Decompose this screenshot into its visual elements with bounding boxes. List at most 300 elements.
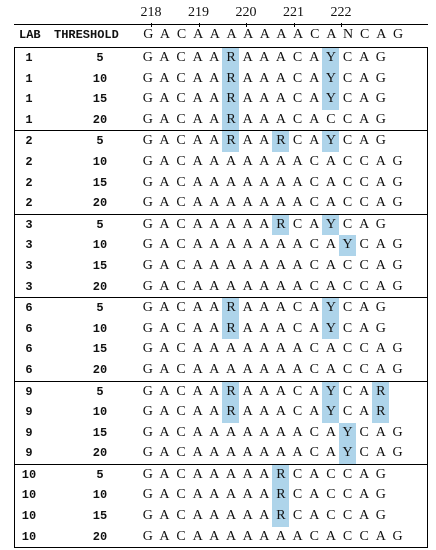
- table-row: [15, 443, 427, 464]
- nucleotide: A: [275, 237, 286, 253]
- nucleotide: A: [259, 111, 270, 127]
- nucleotide: C: [342, 50, 353, 65]
- table-row: [15, 339, 427, 360]
- nucleotide: A: [259, 70, 270, 86]
- nucleotide: G: [142, 70, 153, 86]
- nucleotide: A: [209, 50, 220, 65]
- nucleotide: G: [142, 487, 153, 503]
- nucleotide: C: [342, 133, 353, 149]
- nucleotide: A: [242, 257, 253, 273]
- nucleotide: A: [242, 320, 253, 336]
- nucleotide: A: [242, 195, 253, 211]
- nucleotide: A: [192, 257, 203, 273]
- nucleotide: C: [342, 383, 353, 399]
- nucleotide: G: [142, 278, 153, 294]
- nucleotide: R: [226, 91, 236, 107]
- threshold-cell: 10: [92, 238, 108, 253]
- nucleotide: A: [359, 466, 370, 482]
- nucleotide: C: [176, 320, 186, 336]
- nucleotide: A: [309, 508, 320, 524]
- table-row: [15, 465, 427, 486]
- nucleotide: A: [259, 320, 270, 336]
- nucleotide: A: [209, 216, 220, 232]
- nucleotide: C: [309, 278, 319, 294]
- lab-group: [14, 298, 428, 381]
- nucleotide: A: [292, 341, 303, 357]
- threshold-cell: 15: [92, 509, 108, 524]
- nucleotide: R: [226, 50, 236, 65]
- table-header: [14, 24, 428, 47]
- nucleotide: A: [375, 237, 386, 253]
- nucleotide: C: [292, 300, 303, 316]
- nucleotide: C: [342, 91, 353, 107]
- nucleotide: C: [359, 424, 369, 440]
- nucleotide: A: [242, 528, 253, 544]
- nucleotide: A: [259, 91, 270, 107]
- nucleotide: A: [375, 153, 386, 169]
- nucleotide: A: [325, 195, 336, 211]
- nucleotide: A: [159, 50, 170, 65]
- nucleotide: G: [392, 27, 404, 42]
- threshold-cell: 10: [92, 405, 108, 420]
- nucleotide: A: [276, 27, 287, 42]
- nucleotide: C: [176, 257, 186, 273]
- nucleotide: A: [209, 153, 220, 169]
- nucleotide: G: [392, 153, 403, 169]
- nucleotide: A: [192, 50, 203, 65]
- lab-groups: [14, 47, 428, 548]
- nucleotide: A: [225, 508, 237, 524]
- nucleotide: C: [342, 111, 353, 127]
- threshold-cell: 5: [96, 51, 104, 65]
- nucleotide: A: [325, 361, 336, 377]
- nucleotide: A: [375, 528, 386, 544]
- nucleotide: G: [392, 195, 403, 211]
- nucleotide: G: [142, 174, 153, 190]
- nucleotide: A: [275, 383, 286, 399]
- nucleotide: Y: [325, 70, 336, 86]
- nucleotide: C: [176, 195, 186, 211]
- nucleotide: C: [342, 70, 353, 86]
- nucleotide: C: [176, 487, 186, 503]
- nucleotide: C: [309, 445, 319, 461]
- nucleotide: G: [142, 300, 153, 316]
- lab-cell: 1: [25, 51, 33, 65]
- nucleotide: A: [309, 91, 320, 107]
- nucleotide: A: [259, 153, 270, 169]
- nucleotide: A: [242, 133, 253, 149]
- nucleotide: G: [142, 91, 153, 107]
- nucleotide: R: [226, 404, 236, 420]
- nucleotide: A: [192, 153, 203, 169]
- nucleotide: C: [309, 237, 319, 253]
- nucleotide: G: [375, 508, 386, 524]
- nucleotide: A: [325, 341, 336, 357]
- nucleotide: A: [192, 133, 203, 149]
- nucleotide: A: [209, 70, 220, 86]
- nucleotide: A: [309, 466, 320, 482]
- nucleotide: A: [159, 257, 170, 273]
- position-label: 220: [235, 5, 257, 20]
- nucleotide: A: [225, 278, 237, 294]
- nucleotide: A: [375, 424, 386, 440]
- nucleotide: G: [375, 133, 386, 149]
- nucleotide: A: [209, 341, 220, 357]
- nucleotide: C: [359, 174, 369, 190]
- nucleotide: C: [342, 466, 353, 482]
- nucleotide: A: [292, 445, 303, 461]
- nucleotide: C: [342, 174, 353, 190]
- nucleotide: Y: [325, 383, 336, 399]
- nucleotide: A: [309, 300, 320, 316]
- nucleotide: A: [242, 300, 253, 316]
- nucleotide: A: [259, 195, 270, 211]
- lab-group: [14, 131, 428, 214]
- nucleotide: R: [276, 466, 286, 482]
- nucleotide: A: [209, 257, 220, 273]
- nucleotide: A: [309, 383, 320, 399]
- nucleotide: A: [309, 320, 320, 336]
- nucleotide: C: [176, 70, 186, 86]
- nucleotide: A: [209, 237, 220, 253]
- nucleotide: A: [275, 50, 286, 65]
- threshold-cell: 5: [96, 134, 104, 149]
- nucleotide: A: [209, 300, 220, 316]
- nucleotide: A: [242, 50, 253, 65]
- lab-cell: 1: [25, 112, 33, 127]
- nucleotide: A: [359, 487, 370, 503]
- table-row: [15, 131, 427, 152]
- nucleotide: C: [359, 278, 369, 294]
- nucleotide: A: [359, 404, 370, 420]
- nucleotide: C: [342, 320, 353, 336]
- nucleotide: C: [309, 257, 319, 273]
- nucleotide: A: [242, 466, 253, 482]
- nucleotide: A: [209, 133, 220, 149]
- table-row: [15, 402, 427, 423]
- lab-cell: 3: [25, 279, 33, 294]
- position-label: 222: [330, 5, 352, 20]
- table-row: [15, 506, 427, 527]
- lab-cell: 10: [21, 488, 37, 503]
- table-row: [15, 69, 427, 90]
- nucleotide: A: [159, 320, 170, 336]
- lab-group: [14, 215, 428, 298]
- nucleotide: G: [142, 237, 153, 253]
- nucleotide: Y: [342, 237, 353, 253]
- nucleotide: A: [359, 91, 370, 107]
- nucleotide: A: [209, 466, 220, 482]
- nucleotide: G: [375, 50, 386, 65]
- nucleotide: A: [159, 341, 170, 357]
- nucleotide: A: [309, 487, 320, 503]
- threshold-cell: 20: [92, 529, 108, 544]
- table-row: [15, 485, 427, 506]
- nucleotide: A: [159, 237, 170, 253]
- nucleotide: A: [292, 174, 303, 190]
- nucleotide: A: [375, 195, 386, 211]
- nucleotide: G: [142, 153, 153, 169]
- nucleotide: Y: [325, 50, 336, 65]
- nucleotide: R: [226, 383, 236, 399]
- nucleotide: A: [375, 445, 386, 461]
- threshold-cell: 10: [92, 154, 108, 169]
- nucleotide: A: [292, 257, 303, 273]
- nucleotide: A: [225, 487, 237, 503]
- nucleotide: C: [176, 424, 186, 440]
- lab-cell: 1: [25, 71, 33, 86]
- nucleotide: C: [176, 466, 186, 482]
- nucleotide: A: [226, 27, 237, 42]
- lab-group: [14, 47, 428, 131]
- lab-cell: 2: [25, 134, 33, 149]
- nucleotide: A: [259, 216, 270, 232]
- nucleotide: A: [292, 361, 303, 377]
- nucleotide: A: [275, 174, 286, 190]
- nucleotide: R: [226, 320, 236, 336]
- nucleotide: A: [325, 424, 336, 440]
- nucleotide: A: [225, 424, 237, 440]
- nucleotide: A: [192, 466, 203, 482]
- nucleotide: C: [342, 487, 353, 503]
- nucleotide: C: [359, 341, 369, 357]
- nucleotide: C: [292, 466, 303, 482]
- nucleotide: G: [142, 111, 153, 127]
- nucleotide: A: [375, 361, 386, 377]
- nucleotide: A: [159, 70, 170, 86]
- nucleotide: A: [192, 111, 203, 127]
- nucleotide: A: [192, 216, 203, 232]
- nucleotide: C: [176, 237, 186, 253]
- nucleotide: A: [209, 111, 220, 127]
- threshold-cell: 20: [92, 112, 108, 127]
- nucleotide: A: [359, 133, 370, 149]
- nucleotide: C: [176, 91, 186, 107]
- nucleotide: A: [209, 91, 220, 107]
- threshold-column-header: THRESHOLD: [54, 28, 119, 42]
- nucleotide: A: [225, 257, 237, 273]
- nucleotide: A: [275, 195, 286, 211]
- table-row: [15, 298, 427, 319]
- nucleotide: C: [176, 300, 186, 316]
- nucleotide: C: [326, 111, 336, 127]
- nucleotide: A: [309, 111, 320, 127]
- nucleotide: A: [242, 91, 253, 107]
- nucleotide: A: [192, 300, 203, 316]
- lab-cell: 2: [25, 154, 33, 169]
- nucleotide: Y: [325, 133, 336, 149]
- nucleotide: C: [359, 237, 369, 253]
- nucleotide: C: [342, 300, 353, 316]
- nucleotide: A: [242, 174, 253, 190]
- nucleotide: A: [259, 487, 270, 503]
- nucleotide: A: [309, 50, 320, 65]
- nucleotide: R: [226, 111, 236, 127]
- nucleotide: A: [275, 300, 286, 316]
- lab-cell: 6: [25, 362, 33, 377]
- threshold-cell: 15: [92, 92, 108, 107]
- nucleotide: A: [259, 27, 270, 42]
- nucleotide: A: [192, 91, 203, 107]
- nucleotide: C: [176, 445, 186, 461]
- nucleotide: A: [242, 361, 253, 377]
- nucleotide: A: [242, 487, 253, 503]
- nucleotide: C: [292, 70, 303, 86]
- table-row: [15, 235, 427, 256]
- nucleotide: A: [376, 27, 387, 42]
- nucleotide: A: [242, 404, 253, 420]
- nucleotide: A: [242, 70, 253, 86]
- nucleotide: A: [309, 70, 320, 86]
- nucleotide: A: [243, 27, 254, 42]
- nucleotide: A: [292, 195, 303, 211]
- nucleotide: C: [359, 257, 369, 273]
- nucleotide: R: [376, 383, 386, 399]
- nucleotide: C: [176, 404, 186, 420]
- threshold-cell: 20: [92, 196, 108, 211]
- threshold-cell: 15: [92, 425, 108, 440]
- nucleotide: G: [142, 383, 153, 399]
- nucleotide: A: [209, 445, 220, 461]
- nucleotide: A: [259, 383, 270, 399]
- nucleotide: G: [375, 216, 386, 232]
- nucleotide: A: [209, 361, 220, 377]
- nucleotide: C: [309, 174, 319, 190]
- nucleotide: C: [342, 341, 353, 357]
- threshold-cell: 15: [92, 342, 108, 357]
- nucleotide: A: [192, 404, 203, 420]
- nucleotide: A: [193, 27, 204, 42]
- nucleotide: A: [275, 341, 286, 357]
- nucleotide: G: [375, 91, 386, 107]
- nucleotide: G: [142, 195, 153, 211]
- position-label: 218: [140, 5, 162, 20]
- nucleotide: A: [159, 528, 170, 544]
- nucleotide: A: [325, 237, 336, 253]
- nucleotide: R: [226, 70, 236, 86]
- nucleotide: A: [325, 257, 336, 273]
- nucleotide: A: [275, 320, 286, 336]
- nucleotide: A: [192, 341, 203, 357]
- nucleotide: C: [309, 528, 319, 544]
- nucleotide: A: [293, 27, 304, 42]
- nucleotide: C: [342, 257, 353, 273]
- nucleotide: A: [209, 278, 220, 294]
- nucleotide: A: [292, 153, 303, 169]
- nucleotide: A: [225, 361, 237, 377]
- nucleotide: A: [159, 404, 170, 420]
- nucleotide: A: [242, 383, 253, 399]
- nucleotide: A: [225, 445, 237, 461]
- threshold-cell: 20: [92, 279, 108, 294]
- lab-cell: 10: [21, 509, 37, 524]
- nucleotide: G: [142, 528, 153, 544]
- nucleotide: G: [375, 320, 386, 336]
- nucleotide: G: [142, 445, 153, 461]
- nucleotide: G: [142, 320, 153, 336]
- nucleotide: A: [159, 216, 170, 232]
- table-row: [15, 215, 427, 236]
- nucleotide: C: [342, 278, 353, 294]
- nucleotide: C: [359, 361, 369, 377]
- nucleotide: A: [292, 424, 303, 440]
- nucleotide: A: [209, 404, 220, 420]
- nucleotide: C: [292, 383, 303, 399]
- lab-cell: 3: [25, 238, 33, 253]
- nucleotide: A: [192, 361, 203, 377]
- nucleotide: A: [209, 487, 220, 503]
- nucleotide: C: [292, 487, 303, 503]
- nucleotide: A: [225, 237, 237, 253]
- nucleotide: A: [159, 278, 170, 294]
- nucleotide: C: [176, 278, 186, 294]
- lab-cell: 10: [21, 467, 37, 482]
- nucleotide: A: [242, 424, 253, 440]
- nucleotide: A: [192, 508, 203, 524]
- nucleotide: C: [359, 195, 369, 211]
- nucleotide: C: [176, 111, 186, 127]
- nucleotide: R: [276, 487, 286, 503]
- nucleotide: A: [159, 361, 170, 377]
- nucleotide: A: [359, 508, 370, 524]
- table-row: [15, 48, 427, 69]
- nucleotide: C: [342, 153, 353, 169]
- nucleotide: C: [176, 508, 186, 524]
- threshold-cell: 20: [92, 362, 108, 377]
- nucleotide: C: [292, 111, 303, 127]
- nucleotide: A: [192, 195, 203, 211]
- nucleotide: G: [142, 257, 153, 273]
- nucleotide: A: [275, 445, 286, 461]
- nucleotide: A: [159, 445, 170, 461]
- nucleotide: A: [225, 174, 237, 190]
- nucleotide: C: [292, 133, 303, 149]
- nucleotide: A: [359, 383, 370, 399]
- nucleotide: A: [159, 195, 170, 211]
- nucleotide: C: [176, 50, 186, 65]
- nucleotide: Y: [325, 91, 336, 107]
- nucleotide: A: [159, 153, 170, 169]
- nucleotide: A: [275, 153, 286, 169]
- nucleotide: G: [142, 341, 153, 357]
- nucleotide: A: [275, 361, 286, 377]
- lab-cell: 9: [25, 384, 33, 399]
- nucleotide: A: [309, 133, 320, 149]
- nucleotide: A: [159, 174, 170, 190]
- nucleotide: A: [242, 341, 253, 357]
- nucleotide: A: [242, 153, 253, 169]
- nucleotide: A: [259, 445, 270, 461]
- nucleotide: A: [325, 174, 336, 190]
- nucleotide: Y: [342, 424, 353, 440]
- nucleotide: A: [159, 27, 170, 42]
- nucleotide: A: [225, 153, 237, 169]
- table-row: [15, 173, 427, 194]
- nucleotide: G: [392, 174, 403, 190]
- nucleotide: A: [259, 361, 270, 377]
- nucleotide: A: [275, 404, 286, 420]
- nucleotide: A: [325, 445, 336, 461]
- nucleotide: G: [375, 466, 386, 482]
- nucleotide: C: [176, 133, 186, 149]
- nucleotide: A: [275, 91, 286, 107]
- nucleotide: C: [342, 508, 353, 524]
- nucleotide: G: [375, 300, 386, 316]
- nucleotide: A: [359, 111, 370, 127]
- nucleotide: A: [209, 174, 220, 190]
- nucleotide: A: [259, 424, 270, 440]
- nucleotide: A: [375, 174, 386, 190]
